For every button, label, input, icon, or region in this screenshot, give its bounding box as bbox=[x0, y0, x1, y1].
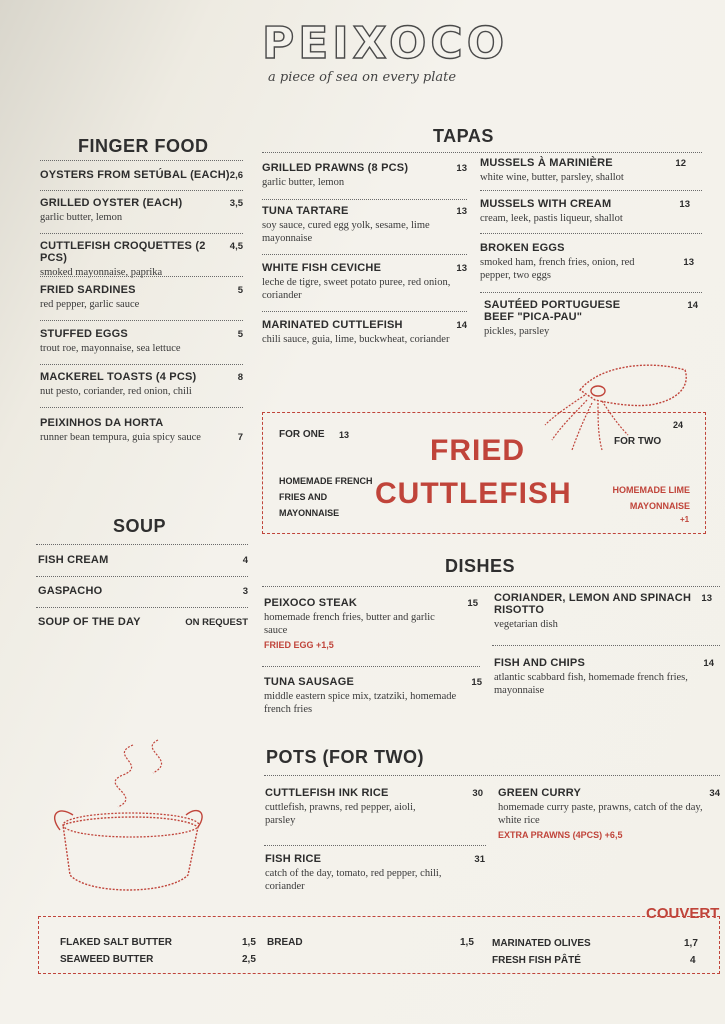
couvert-price: 1,5 bbox=[242, 937, 256, 948]
couvert-item: SEAWEED BUTTER bbox=[60, 954, 154, 965]
menu-item: CORIANDER, LEMON AND SPINACH RISOTTO 13 vegetarian dish bbox=[494, 592, 712, 630]
menu-item: SOUP OF THE DAY ON REQUEST bbox=[38, 616, 248, 628]
menu-item: FRIED SARDINES 5 red pepper, garlic sauce bbox=[40, 284, 243, 310]
menu-item: MARINATED CUTTLEFISH 14 chili sauce, guia, lime, buckwheat, coriander bbox=[262, 319, 467, 345]
brand-logo: PEIXOCO bbox=[262, 18, 509, 69]
menu-item: WHITE FISH CEVICHE 13 leche de tigre, sweet potato puree, red onion, coriander bbox=[262, 262, 467, 301]
tapas-title: TAPAS bbox=[433, 126, 494, 146]
pot-illustration bbox=[48, 735, 208, 900]
menu-item: GREEN CURRY 34 homemade curry paste, prawns, catch of the day, white rice EXTRA PRAWNS (4PCS) +6,5 bbox=[498, 787, 720, 840]
couvert-item: FRESH FISH PÂTÉ bbox=[492, 955, 581, 966]
dishes-title: DISHES bbox=[445, 556, 516, 576]
couvert-item: FLAKED SALT BUTTER bbox=[60, 937, 173, 948]
menu-item: FISH RICE 31 catch of the day, tomato, red pepper, chili, coriander bbox=[265, 853, 485, 892]
menu-item: TUNA SAUSAGE 15 middle eastern spice mix, tzatziki, homemade french fries bbox=[264, 676, 482, 715]
couvert-item: MARINATED OLIVES bbox=[492, 938, 591, 949]
couvert-price: 1,5 bbox=[460, 937, 474, 948]
for-one-label: FOR ONE bbox=[279, 429, 325, 440]
menu-item: TUNA TARTARE 13 soy sauce, cured egg yolk, sesame, lime mayonnaise bbox=[262, 205, 467, 244]
for-two-extra: +1 bbox=[680, 515, 690, 524]
menu-item: SAUTÉED PORTUGUESE BEEF "PICA-PAU" 14 pickles, parsley bbox=[484, 299, 698, 337]
menu-item: GASPACHO 3 bbox=[38, 585, 248, 597]
couvert-item: BREAD bbox=[267, 937, 303, 948]
couvert-title: COUVERT bbox=[646, 905, 720, 922]
menu-item: PEIXOCO STEAK 15 homemade french fries, butter and garlic sauce FRIED EGG +1,5 bbox=[264, 597, 478, 650]
menu-item: FISH CREAM 4 bbox=[38, 554, 248, 566]
menu-item: CUTTLEFISH CROQUETTES (2 PCS) 4,5 smoked mayonnaise, paprika bbox=[40, 240, 243, 278]
couvert-price: 2,5 bbox=[242, 954, 256, 965]
menu-item: MUSSELS À MARINIÈRE 12 white wine, butter, parsley, shallot bbox=[480, 157, 686, 183]
pots-title: POTS (FOR TWO) bbox=[266, 747, 424, 767]
for-one-price: 13 bbox=[339, 430, 350, 440]
menu-item: OYSTERS FROM SETÚBAL (EACH) 2,6 bbox=[40, 169, 243, 181]
menu-item: MACKEREL TOASTS (4 PCS) 8 nut pesto, coriander, red onion, chili bbox=[40, 371, 243, 397]
fried-cuttlefish-title-1: FRIED bbox=[430, 434, 525, 467]
brand-tagline: a piece of sea on every plate bbox=[268, 70, 457, 85]
menu-item: GRILLED PRAWNS (8 PCS) 13 garlic butter, lemon bbox=[262, 162, 467, 188]
menu-item: CUTTLEFISH INK RICE 30 cuttlefish, prawns, red pepper, aioli, parsley bbox=[265, 787, 483, 826]
couvert-price: 1,7 bbox=[684, 938, 698, 949]
menu-item: FISH AND CHIPS 14 atlantic scabbard fish, homemade french fries, mayonnaise bbox=[494, 657, 714, 696]
menu-item: STUFFED EGGS 5 trout roe, mayonnaise, sea lettuce bbox=[40, 328, 243, 354]
finger-food-title: FINGER FOOD bbox=[78, 136, 209, 156]
for-two-price: 24 bbox=[673, 420, 684, 430]
menu-item: PEIXINHOS DA HORTA runner bean tempura, guia spicy sauce 7 bbox=[40, 417, 243, 443]
soup-title: SOUP bbox=[113, 516, 167, 536]
fried-cuttlefish-title-2: CUTTLEFISH bbox=[375, 477, 572, 510]
for-two-label: FOR TWO bbox=[614, 436, 662, 447]
menu-item: MUSSELS WITH CREAM 13 cream, leek, pastis liqueur, shallot bbox=[480, 198, 690, 224]
couvert-price: 4 bbox=[690, 955, 696, 966]
menu-item: GRILLED OYSTER (EACH) 3,5 garlic butter, lemon bbox=[40, 197, 243, 223]
for-one-note: HOMEMADE FRENCH FRIES AND MAYONNAISE bbox=[279, 476, 373, 518]
menu-item: BROKEN EGGS smoked ham, french fries, onion, red pepper, two eggs 13 bbox=[480, 242, 694, 281]
for-two-note: HOMEMADE LIME MAYONNAISE bbox=[612, 485, 690, 511]
